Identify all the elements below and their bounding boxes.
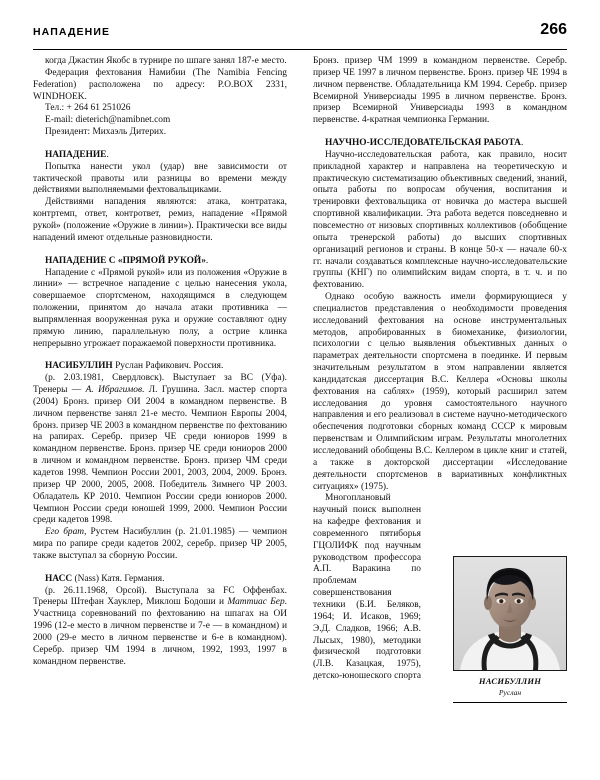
italic-fragment: Маттиас Бер (227, 597, 285, 608)
right-column (313, 56, 567, 756)
contact-president: Президент: Михаэль Дитерих. (45, 127, 167, 138)
running-head (33, 21, 567, 50)
header-divider (33, 49, 567, 50)
entry-gap (33, 563, 287, 574)
entry-paragraph-wrap: Многоплановый научный поиск выполнен на кафедре фехтования и современного пятиборья ГЦОЛИФК под научным руководством профессора А.П. Варакина по проблемам совершенствования техники (Б.И. Беляков, 1964; И. Исаков, 1969; Э.Д. Сладков, 1966; А.В. Лысых, 1980), методики физической подготовки (Л.В. Казацкая, 1975), детско-юношеского спорта (313, 493, 421, 682)
entry-gap (313, 127, 567, 138)
headword-text: НАСИБУЛЛИН (45, 361, 113, 372)
contact-email: E-mail: dieterich@namibnet.com (45, 115, 171, 126)
italic-fragment: А. Ибрагимов (85, 385, 143, 396)
headword-text: НАСС (45, 573, 73, 584)
entry-paragraph: Попытка нанести укол (удар) вне зависимости от тактической правоты или разницы во времени между действиями выполняемыми фехтовальщиками. (33, 161, 287, 196)
headword-suffix: (Nass) Катя. Германия. (72, 573, 165, 584)
headword-suffix: . (520, 138, 524, 149)
entry-headword-napadenie-pryamoy-rukoy (33, 256, 287, 268)
page-number: 266 (540, 21, 567, 38)
entry-gap (33, 350, 287, 361)
figure-caption-lastname: НАСИБУЛЛИН (478, 676, 542, 686)
figure-divider (453, 702, 567, 703)
federation-paragraph: Федерация фехтования Намибии (The Namibia Fencing Federation) расположена по адресу: P.O.BOX 2331, WINDHOEK. (33, 67, 287, 102)
entry-paragraph: (р. 2.03.1981, Свердловск). Выступает за ВС (Уфа). Тренеры — А. Ибрагимов. Л. Грушина. Засл. мастер спорта (2004) Бронз. призер ОИ 2004 в командном первенстве. В личном первенстве занял 21-е место. Чемпион Европы 2004, бронз. призер ЧЕ 2003 в командном первенстве по фехтованию на рапирах. Серебр. призер ЧЕ среди юниоров 1999 в командном первенстве. Бронз. призер ЧЕ среди юниоров 2000 в личном и командном первенстве. Бронз. призер ЧМ среди кадетов 1998. Чемпион России 2001, 2003, 2004, 2009. Бронз. призер ЧР 2000, 2005, 2008. Победитель Зимнего ЧР 2003. Обладатель КР 2010. Чемпион России среди юниоров 2000. Чемпион России среди юношей 1999, 2000. Чемпион России среди кадетов 1998. (33, 373, 287, 526)
entry-headword-nass (33, 574, 287, 586)
entry-headword-nasibullin (33, 361, 287, 373)
two-column-body (33, 56, 567, 756)
figure-nasibullin (453, 556, 567, 703)
entry-paragraph: Научно-исследовательская работа, как правило, носит прикладной характер и направлена на теоретическую и практическую систематизацию объективных сведений, знаний, опыта работы по вопросам обучения, воспитания и тренировки фехтовальщика от новичка до мастера высшей спортивной квалификации. Эта работа ведется повседневно и повсеместно от низовых спортивных коллективов (обобщение опыта тренерской работы) до высших спортивных организаций регионов и страны. В конце 50-х — начале 60-х гг. начали создаваться комплексные научно-исследовательские группы (КНГ) по олимпийским видам спорта, в т. ч. и по фехтованию. (313, 149, 567, 291)
headword-text: НАПАДЕНИЕ С «ПРЯМОЙ РУКОЙ» (45, 255, 206, 266)
entry-paragraph: (р. 26.11.1968, Орсой). Выступала за FC Оффенбах. Тренеры Штефан Хауклер, Миклош Бодоши и Маттиас Бер. Участница соревнований по фехтованию на шпагах на ОИ 1996 (12-е место в личном первенстве и 7-е — в командном) и 2000 (29-е место в личном первенстве и 6-е в командном). Серебр. призер ЧМ 1994 в личном, 1992, 1993, 1997 в командном первенстве. (33, 585, 287, 667)
entry-headword-napadenie (33, 150, 287, 162)
continued-paragraph: Бронз. призер ЧМ 1999 в командном первенстве. Серебр. призер ЧЕ 1997 в личном первенстве. Бронз. призер ЧЕ 1994 в личном первенстве. Обладательница КМ 1994. Серебр. призер Всемирной Универсиады 1995 в личном первенстве. Бронз. призер Всемирной Универсиады 1993 в командном первенстве. 4-кратная чемпионка Германии. (313, 56, 567, 126)
headword-suffix: Руслан Рафикович. Россия. (112, 361, 224, 372)
contact-phone: Тел.: + 264 61 251026 (45, 103, 131, 114)
entry-gap (33, 245, 287, 256)
italic-fragment: Его брат (45, 527, 85, 538)
portrait-illustration (454, 557, 566, 670)
headword-suffix: . (205, 255, 209, 266)
headword-text: НАПАДЕНИЕ (45, 149, 107, 160)
left-column (33, 56, 287, 756)
entry-headword-nauchno-issledovatelskaya-rabota (313, 138, 567, 150)
continued-paragraph: когда Джастин Якобс в турнире по шпаге занял 187-е место. (45, 56, 287, 66)
entry-paragraph: Однако особую важность имели формирующиеся у специалистов представления о необходимости проведения исследований фехтования на основе инструментальных методов, апробированных в биомеханике, физиологии, психологии с целью выявления объективных данных о параметрах деятельности спортсмена в поединке. И первым значительным результатом в этом направлении является кандидатская диссертация В.С. Келлера «Основы школы фехтования на саблях» (1959), который расширил затем исследования до уровня самостоятельного научного направления и его реализовал в системе научно-методического обеспечения подготовки сборных команд СССР к мировым первенствам и Олимпийским играм. Результаты многолетних исследований обобщены В.С. Келлером в цикле книг и статей, а также в докторской диссертации «Исследование деятельности спортсменов в вариативных конфликтных ситуациях» (1975). (313, 292, 567, 492)
running-head-title: НАПАДЕНИЕ (33, 26, 111, 38)
headword-text: НАУЧНО-ИССЛЕДОВАТЕЛЬСКАЯ РАБОТА (325, 138, 521, 149)
entry-paragraph: Его брат, Рустем Насибуллин (р. 21.01.1985) — чемпион мира по рапире среди кадетов 2002, серебр. призер ЧР 2005, также выступал за сборную России. (33, 527, 287, 561)
entry-gap (33, 139, 287, 150)
entry-paragraph: Нападение с «Прямой рукой» или из положения «Оружие в линии» — встречное нападение с целью нанесения укола, совершаемое спортсменом, находящимся в следующем положении, принятом до начала атаки противника — выпрямленная вооруженная рука и оружие составляют одну прямую линию, параллельную полу, а острие клинка непрерывно угрожает поражаемой поверхности противника. (33, 267, 287, 349)
headword-suffix: . (106, 149, 109, 160)
entry-paragraph: Действиями нападения являются: атака, контратака, контртемп, ответ, контрответ, ремиз, нападение «Прямой рукой» (положение «Оружие в линии»). Практически все виды нападений имеют отдельные разновидности. (33, 197, 287, 243)
figure-caption (453, 676, 567, 698)
figure-caption-firstname: Руслан (498, 688, 522, 697)
portrait-photo (453, 556, 567, 671)
